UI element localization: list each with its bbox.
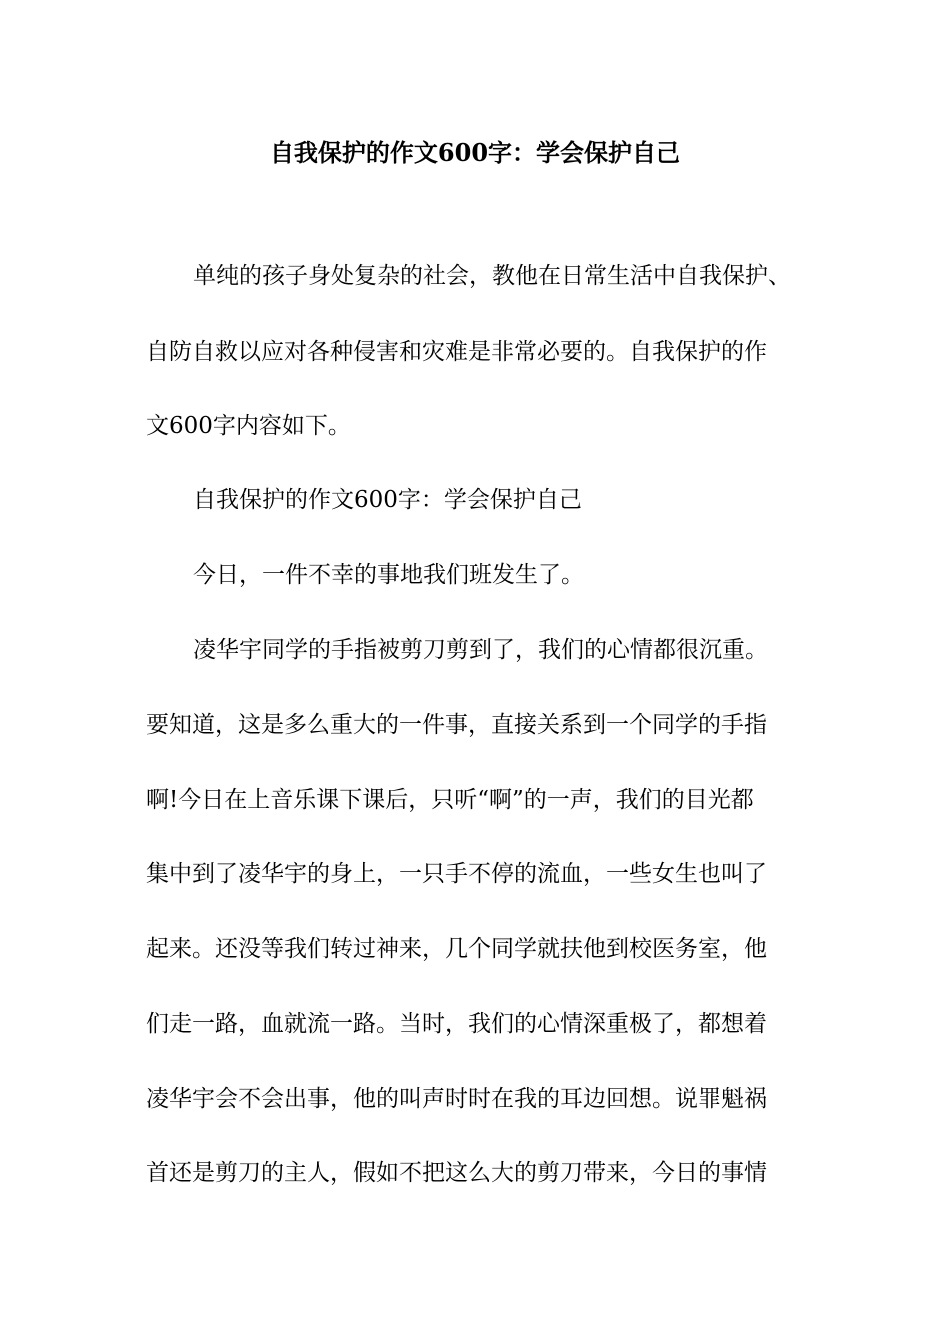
paragraph-line: 起来。还没等我们转过神来，几个同学就扶他到校医务室，他 <box>146 936 767 962</box>
document-title: 自我保护的作文600字：学会保护自己 <box>269 138 681 167</box>
paragraph-line: 单纯的孩子身处复杂的社会，教他在日常生活中自我保护、 <box>193 263 791 289</box>
paragraph-line: 凌华宇会不会出事，他的叫声时时在我的耳边回想。说罪魁祸 <box>146 1086 767 1112</box>
paragraph-line: 集中到了凌华宇的身上，一只手不停的流血，一些女生也叫了 <box>146 861 767 887</box>
paragraph-line: 凌华宇同学的手指被剪刀剪到了，我们的心情都很沉重。 <box>193 637 768 663</box>
paragraph-line: 今日，一件不幸的事地我们班发生了。 <box>193 562 584 588</box>
paragraph-line: 要知道，这是多么重大的一件事，直接关系到一个同学的手指 <box>146 712 767 738</box>
paragraph-line: 首还是剪刀的主人，假如不把这么大的剪刀带来，今日的事情 <box>146 1160 767 1186</box>
paragraph-line: 啊!今日在上音乐课下课后，只听“啊”的一声，我们的目光都 <box>146 787 754 813</box>
paragraph-line: 自防自救以应对各种侵害和灾难是非常必要的。自我保护的作 <box>146 339 767 365</box>
paragraph-line: 自我保护的作文600字：学会保护自己 <box>193 487 582 513</box>
paragraph-line: 们走一路，血就流一路。当时，我们的心情深重极了，都想着 <box>146 1011 767 1037</box>
paragraph-line: 文600字内容如下。 <box>146 413 351 439</box>
